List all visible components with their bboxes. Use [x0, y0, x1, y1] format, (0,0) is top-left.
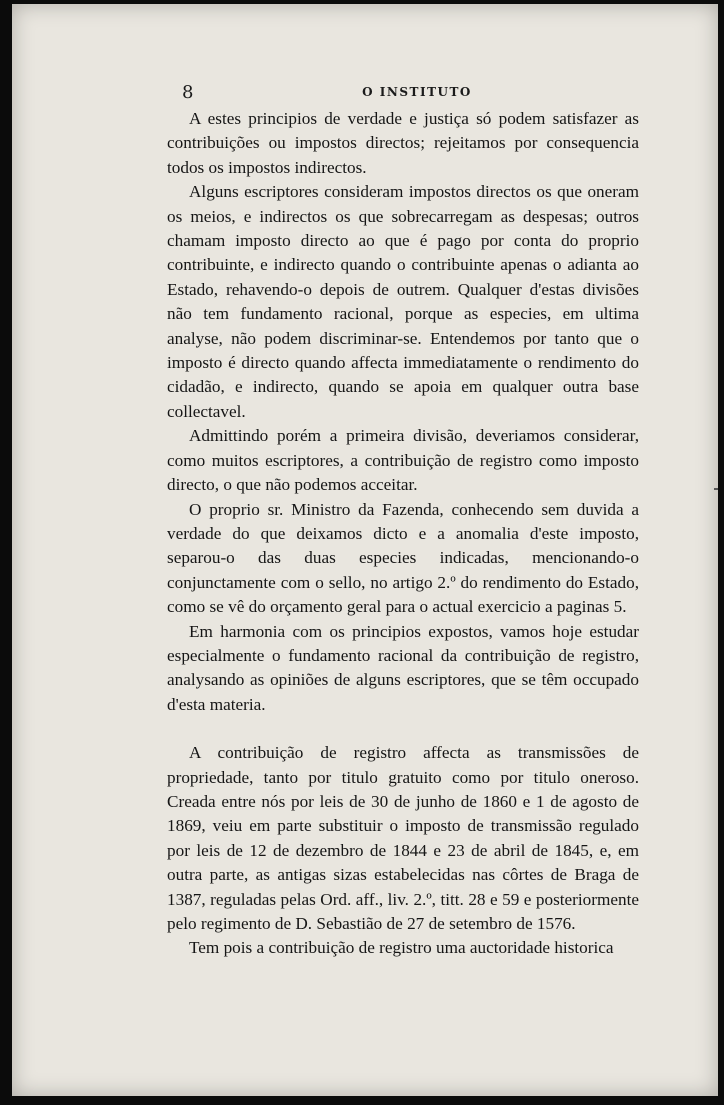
paragraph: A contribuição de registro affecta as transmissões de propriedade, tanto por titulo gratuito como por titulo oneroso. Creada entre nós por leis de 30 de junho de 1860 e 1 de agosto de 1869, veiu em parte substituir o imposto de transmissão regulado por leis de 12 de dezembro de 1844 e 23 de abril de 1845, e, em outra parte, as antigas sizas estabelecidas nas côrtes de Braga de 1387, reguladas pelas Ord. aff., liv. 2.º, titt. 28 e 59 e posteriormente pelo regimento de D. Sebastião de 27 de setembro de 1576.: [167, 743, 639, 933]
page-header: [182, 82, 652, 102]
paragraph: Alguns escriptores consideram impostos directos os que oneram os meios, e indirectos os que sobrecarregam as despesas; outros chamam imposto directo ao que é pago por conta do proprio contribuinte, e indirecto quando o contribuinte apenas o adianta ao Estado, rehavendo-o depois de outrem. Qualquer d'estas divisões não tem fundamento racional, porque as especies, em ultima analyse, não podem discriminar-se. Entendemos por tanto que o imposto é directo quando affecta immediatamente o rendimento do cidadão, e indirecto, quando se apoia em qualquer outra base collectavel.: [167, 182, 639, 421]
paragraph: O proprio sr. Ministro da Fazenda, conhecendo sem duvida a verdade do que deixamos dicto e a anomalia d'este imposto, separou-o das duas especies indicadas, mencionando-o conjunctamente com o sello, no artigo 2.º do rendimento do Estado, como se vê do orçamento geral para o actual exercicio a paginas 5.: [167, 499, 639, 617]
margin-mark: [714, 488, 718, 490]
body-text: [167, 107, 639, 961]
page-number: 8: [182, 82, 194, 103]
paragraph: Em harmonia com os principios expostos, vamos hoje estudar especialmente o fundamento racional da contribuição de registro, analysando as opiniões de alguns escriptores, que se têm occupado d'esta materia.: [167, 621, 639, 714]
paragraph: Admittindo porém a primeira divisão, deveriamos considerar, como muitos escriptores, a contribuição de registro como imposto directo, o que não podemos acceitar.: [167, 426, 639, 495]
paragraph: Tem pois a contribuição de registro uma auctoridade historica: [189, 938, 614, 958]
paragraph: A estes principios de verdade e justiça só podem satisfazer as contribuições ou impostos directos; rejeitamos por consequencia todos os impostos indirectos.: [167, 109, 639, 177]
running-title: O INSTITUTO: [362, 85, 472, 99]
